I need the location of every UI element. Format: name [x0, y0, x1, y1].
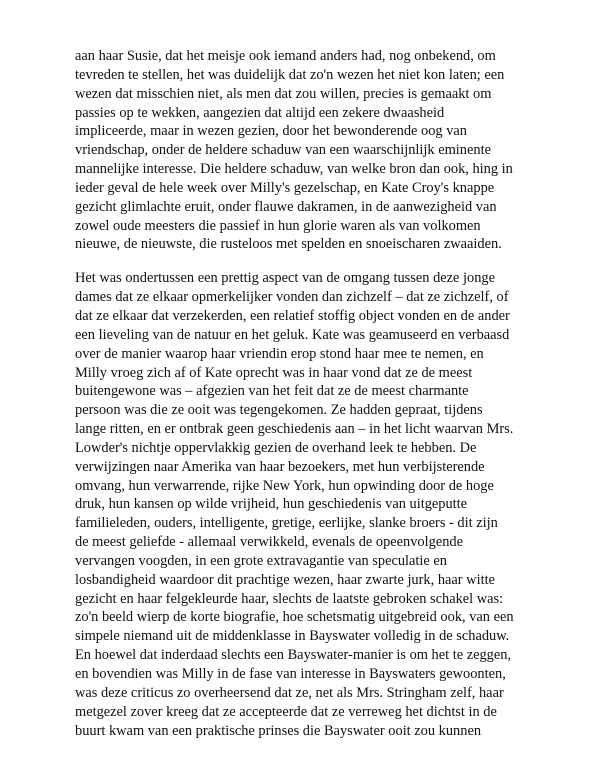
text-line: Milly vroeg zich af of Kate oprecht was in haar vond dat ze de meest [75, 364, 473, 381]
text-line: zowel oude meesters die passief in hun glorie waren als van volkomen [75, 217, 481, 234]
document-page [75, 47, 527, 740]
text-line: ieder geval de hele week over Milly's gezelschap, en Kate Croy's knappe [75, 179, 495, 196]
text-line: vriendschap, onder de heldere schaduw van een waarschijnlijk eminente [75, 142, 491, 159]
text-line: dames dat ze elkaar opmerkelijker vonden dan zichzelf – dat ze zichzelf, of [75, 289, 509, 306]
text-line: aan haar Susie, dat het meisje ook iemand anders had, nog onbekend, om [75, 48, 496, 64]
text-line: passies op te wekken, aangezien dat altijd een zekere dwaasheid [75, 104, 445, 121]
text-line: vervangen voogden, in een grote extravagantie van speculatie en [75, 552, 447, 569]
text-line: Lowder's nichtje oppervlakkig gezien de overhand leek te hebben. De [75, 439, 477, 456]
paragraph-1 [75, 47, 527, 254]
text-line: zo'n beeld wierp de korte biografie, hoe schetsmatig uitgebreid ook, van een [75, 609, 514, 626]
text-line: mannelijke interesse. Die heldere schaduw, van welke bron dan ook, hing in [75, 161, 513, 178]
text-line: losbandigheid waardoor dit prachtige wezen, haar zwarte jurk, haar witte [75, 571, 495, 588]
text-line: persoon was die ze ooit was tegengekomen. Ze hadden gepraat, tijdens [75, 402, 483, 419]
text-line: gezicht glimlachte eruit, onder flauwe dakramen, in de aanwezigheid van [75, 198, 497, 215]
text-line: wezen dat misschien niet, als men dat zou willen, precies is gemaakt om [75, 85, 492, 102]
text-line: nieuwe, de nieuwste, die rusteloos met spelden en snoeischaren zwaaiden. [75, 236, 502, 253]
text-line: Het was ondertussen een prettig aspect van de omgang tussen deze jonge [75, 270, 495, 287]
text-line: verwijzingen naar Amerika van haar bezoekers, met hun verbijsterende [75, 458, 485, 475]
text-line: dat ze elkaar dat verzekerden, een relatief stoffig object vonden en de ander [75, 307, 510, 324]
text-line: buitengewone was – afgezien van het feit dat ze de meest charmante [75, 383, 469, 400]
text-line: omvang, hun verwarrende, rijke New York, hun opwinding door de hoge [75, 477, 494, 494]
text-line: gezicht en haar felgekleurde haar, slechts de laatste gebroken schakel was: [75, 590, 504, 607]
text-line: over de manier waarop haar vriendin erop stond haar mee te nemen, en [75, 345, 484, 362]
text-line: familieleden, ouders, intelligente, gretige, eerlijke, slanke broers - dit zijn [75, 515, 498, 532]
text-line: impliceerde, maar in wezen gezien, door het bewonderende oog van [75, 123, 467, 140]
text-line: druk, hun kansen op wilde vrijheid, hun geschiedenis van uitgeputte [75, 496, 468, 513]
text-line: en bovendien was Milly in de fase van interesse in Bayswaters gewoonten, [75, 666, 506, 682]
paragraph-2 [75, 269, 527, 740]
text-line: was deze criticus zo overheersend dat ze, net als Mrs. Stringham zelf, haar [75, 684, 504, 701]
text-line: En hoewel dat inderdaad slechts een Bayswater-manier is om het te zeggen, [75, 647, 512, 664]
text-line: metgezel zover kreeg dat ze accepteerde dat ze verreweg het dichtst in de [75, 703, 497, 720]
text-line: tevreden te stellen, het was duidelijk dat zo'n wezen het niet kon laten; een [75, 66, 505, 83]
text-line: simpele niemand uit de middenklasse in Bayswater volledig in de schaduw. [75, 628, 510, 645]
text-line: buurt kwam van een praktische prinses die Bayswater ooit zou kunnen [75, 722, 482, 739]
text-line: een lieveling van de natuur en het geluk. Kate was geamuseerd en verbaasd [75, 326, 510, 343]
text-line: lange ritten, en er ontbrak geen geschiedenis aan – in het licht waarvan Mrs. [75, 421, 514, 438]
text-line: de meest geliefde - allemaal verwikkeld, evenals de opeenvolgende [75, 534, 463, 551]
